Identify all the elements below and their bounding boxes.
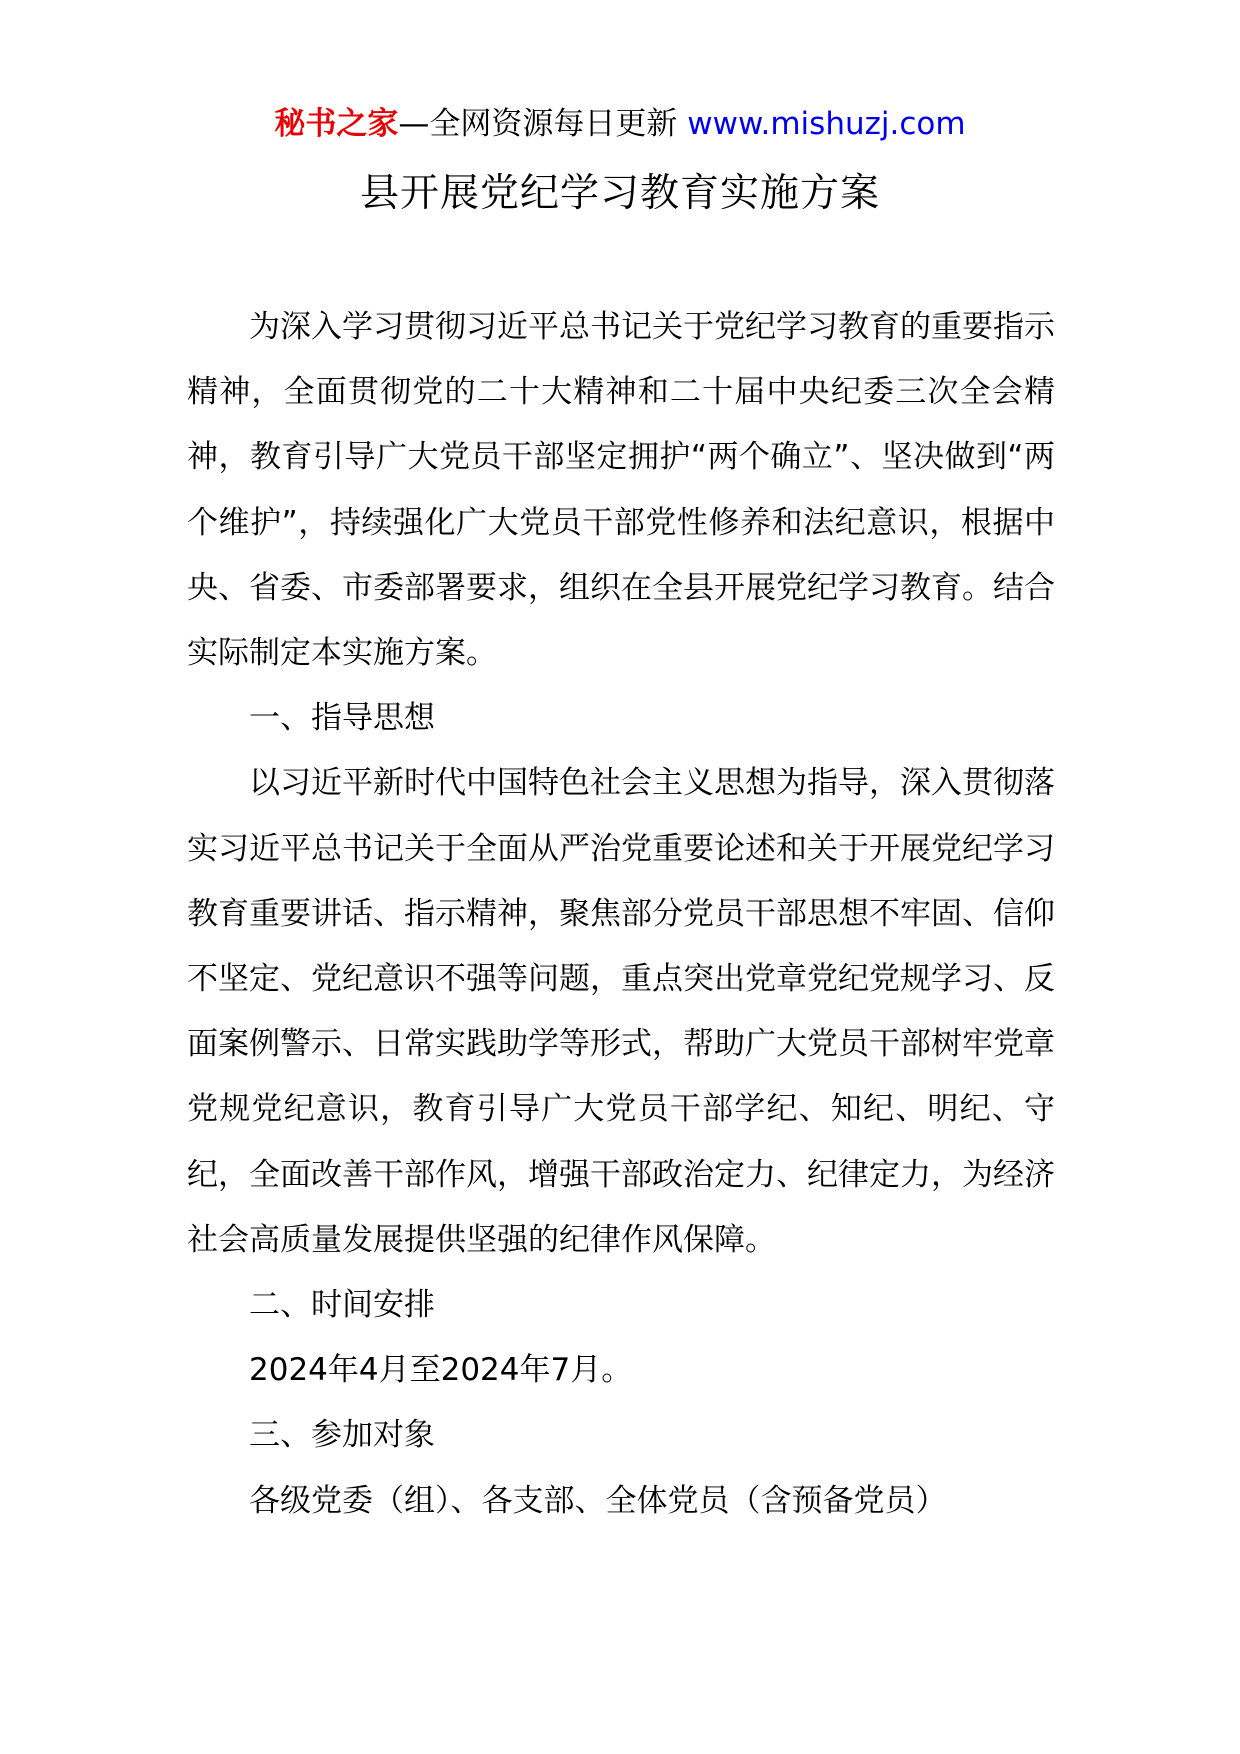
site-slogan: —全网资源每日更新 (398, 106, 678, 142)
section-heading-guiding-thought: 一、指导思想 (249, 700, 435, 737)
site-url-link[interactable]: www.mishuzj.com (687, 106, 966, 142)
intro-paragraph: 为深入学习贯彻习近平总书记关于党纪学习教育的重要指示精神，全面贯彻党的二十大精神和二十届中央纪委三次全会精神，教育引导广大党员干部坚定拥护“两个确立”、坚决做到“两个维护”，持续强化广大党员干部党性修养和法纪意识，根据中央、省委、市委部署要求，组织在全县开展党纪学习教育。结合实际制定本实施方案。 (187, 309, 1055, 672)
schedule-paragraph: 2024年4月至2024年7月。 (249, 1352, 633, 1389)
section-heading-schedule: 二、时间安排 (249, 1287, 435, 1324)
document-title: 县开展党纪学习教育实施方案 (359, 171, 880, 216)
guiding-thought-paragraph: 以习近平新时代中国特色社会主义思想为指导，深入贯彻落实习近平总书记关于全面从严治党重要论述和关于开展党纪学习教育重要讲话、指示精神，聚焦部分党员干部思想不牢固、信仰不坚定、党纪意识不强等问题，重点突出党章党纪党规学习、反面案例警示、日常实践助学等形式，帮助广大党员干部树牢党章党规党纪意识，教育引导广大党员干部学纪、知纪、明纪、守纪，全面改善干部作风，增强干部政治定力、纪律定力，为经济社会高质量发展提供坚强的纪律作风保障。 (187, 765, 1055, 1258)
document-body (187, 295, 1055, 1534)
site-header (0, 102, 1240, 146)
participants-paragraph: 各级党委（组）、各支部、全体党员（含预备党员） (249, 1482, 947, 1519)
brand-name[interactable]: 秘书之家 (274, 106, 399, 142)
section-heading-participants: 三、参加对象 (249, 1417, 435, 1454)
